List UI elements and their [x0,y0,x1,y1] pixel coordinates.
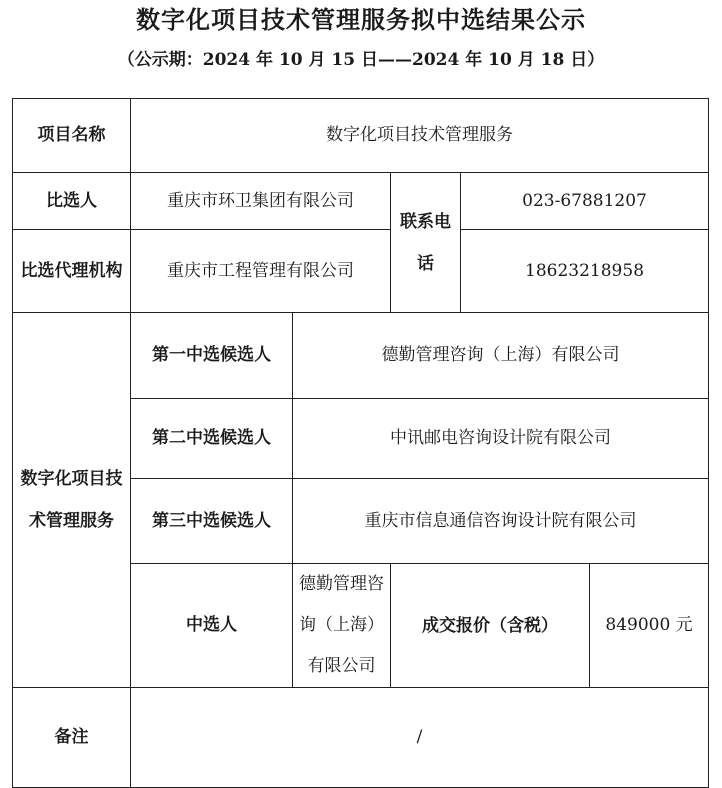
project-name-value: 数字化项目技术管理服务 [131,99,709,173]
winner-label: 中选人 [131,564,293,688]
candidate-3-value: 重庆市信息通信咨询设计院有限公司 [293,479,709,564]
agent-value: 重庆市工程管理有限公司 [131,230,391,313]
row-agent [13,230,709,313]
price-label: 成交报价（含税） [391,564,590,688]
candidate-3-label: 第三中选候选人 [131,479,293,564]
comparer-value: 重庆市环卫集团有限公司 [131,173,391,230]
winner-value: 德勤管理咨询（上海）有限公司 [293,564,391,688]
row-remark [13,688,709,788]
row-project-name [13,99,709,173]
comparer-label: 比选人 [13,173,131,230]
candidate-2-label: 第二中选候选人 [131,399,293,479]
row-candidate-1 [13,313,709,399]
price-value: 849000 元 [590,564,709,688]
contact-phone-label: 联系电话 [391,173,461,313]
agent-label: 比选代理机构 [13,230,131,313]
remark-value: / [131,688,709,788]
section-label: 数字化项目技术管理服务 [13,313,131,688]
candidate-2-value: 中讯邮电咨询设计院有限公司 [293,399,709,479]
candidate-1-value: 德勤管理咨询（上海）有限公司 [293,313,709,399]
result-table [12,98,709,788]
comparer-phone: 023-67881207 [461,173,709,230]
remark-label: 备注 [13,688,131,788]
page-title: 数字化项目技术管理服务拟中选结果公示 [136,5,586,34]
agent-phone: 18623218958 [461,230,709,313]
publicity-period: （公示期：2024 年 10 月 15 日——2024 年 10 月 18 日） [117,50,605,70]
row-comparer [13,173,709,230]
project-name-label: 项目名称 [13,99,131,173]
candidate-1-label: 第一中选候选人 [131,313,293,399]
